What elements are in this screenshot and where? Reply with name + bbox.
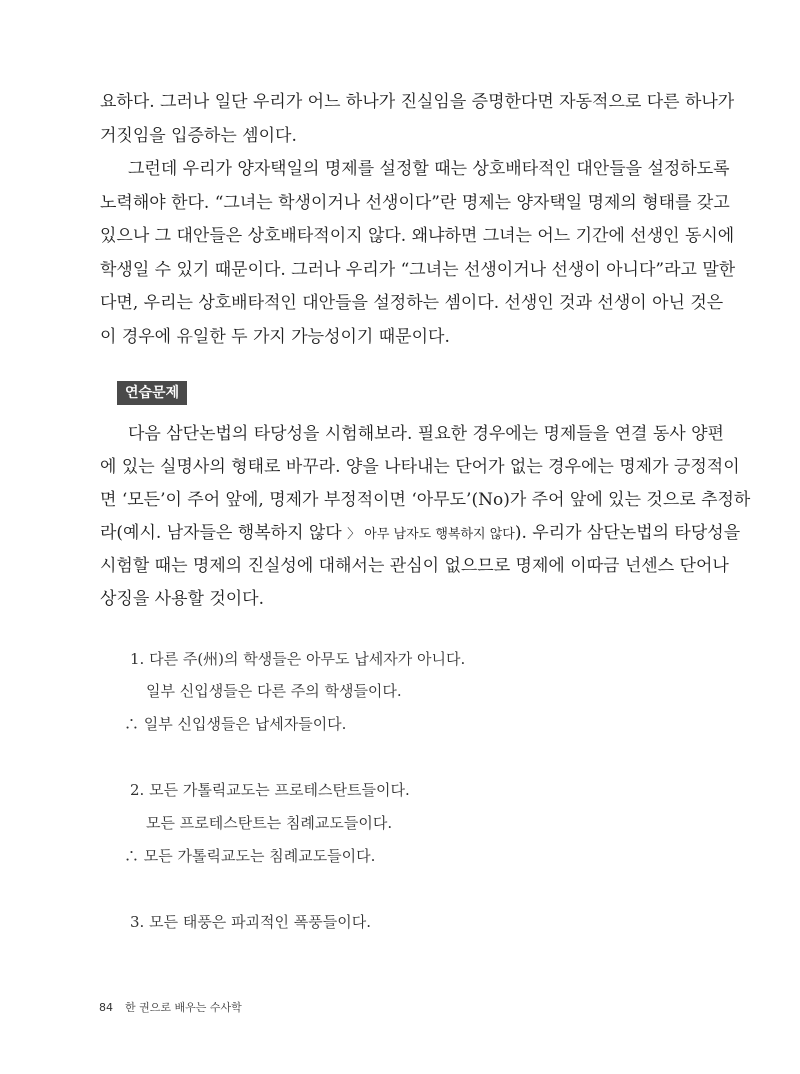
exercise-premise: 모든 프로테스탄트는 침례교도들이다. bbox=[146, 814, 393, 832]
exercise-premise: 2. 모든 가톨릭교도는 프로테스탄트들이다. bbox=[130, 781, 410, 799]
body-line: 상징을 사용할 것이다. bbox=[100, 589, 265, 609]
book-title: 한 권으로 배우는 수사학 bbox=[125, 1001, 242, 1014]
exercise-conclusion: ∴ 모든 가톨릭교도는 침례교도들이다. bbox=[124, 847, 376, 865]
body-line: 다음 삼단논법의 타당성을 시험해보라. 필요한 경우에는 명제들을 연결 동사 양편 bbox=[128, 424, 724, 444]
example-note: 라(예시. 남자들은 행복하지 않다 bbox=[100, 523, 348, 543]
section-heading: 연습문제 bbox=[117, 381, 187, 405]
exercise-premise: 1. 다른 주(州)의 학생들은 아무도 납세자가 아니다. bbox=[130, 650, 466, 668]
exercise-conclusion: ∴ 일부 신입생들은 납세자들이다. bbox=[124, 715, 347, 733]
body-line: 있으나 그 대안들은 상호배타적이지 않다. 왜냐하면 그녀는 어느 기간에 선생인 동시에 bbox=[100, 226, 735, 246]
body-line: 에 있는 실명사의 형태로 바꾸라. 양을 나타내는 단어가 없는 경우에는 명제가 긍정적이 bbox=[100, 457, 740, 477]
body-line: 노력해야 한다. “그녀는 학생이거나 선생이다”란 명제는 양자택일 명제의 형태를 갖고 bbox=[100, 193, 730, 213]
page-footer bbox=[99, 999, 242, 1015]
exercise-premise: 3. 모든 태풍은 파괴적인 폭풍들이다. bbox=[130, 913, 372, 931]
example-note-small: 〉 아무 남자도 행복하지 않다 bbox=[347, 527, 515, 542]
body-text: ). 우리가 삼단논법의 타당성을 bbox=[514, 523, 741, 543]
body-line: 요하다. 그러나 일단 우리가 어느 하나가 진실임을 증명한다면 자동적으로 다른 하나가 bbox=[100, 92, 735, 112]
body-line: 학생일 수 있기 때문이다. 그러나 우리가 “그녀는 선생이거나 선생이 아니다”라고 말한 bbox=[100, 260, 736, 280]
page-number: 84 bbox=[99, 1001, 113, 1014]
body-line: 시험할 때는 명제의 진실성에 대해서는 관심이 없으므로 명제에 이따금 넌센스 단어나 bbox=[100, 556, 729, 576]
body-line: 면 ‘모든’이 주어 앞에, 명제가 부정적이면 ‘아무도’(No)가 주어 앞에 있는 것으로 추정하 bbox=[100, 490, 751, 510]
body-line: 이 경우에 유일한 두 가지 가능성이기 때문이다. bbox=[100, 327, 450, 347]
body-line: 거짓임을 입증하는 셈이다. bbox=[100, 126, 297, 146]
exercise-premise: 일부 신입생들은 다른 주의 학생들이다. bbox=[146, 682, 402, 700]
body-line: 다면, 우리는 상호배타적인 대안들을 설정하는 셈이다. 선생인 것과 선생이 아닌 것은 bbox=[100, 293, 724, 313]
body-line: 그런데 우리가 양자택일의 명제를 설정할 때는 상호배타적인 대안들을 설정하도록 bbox=[128, 159, 730, 179]
body-line bbox=[100, 521, 741, 547]
